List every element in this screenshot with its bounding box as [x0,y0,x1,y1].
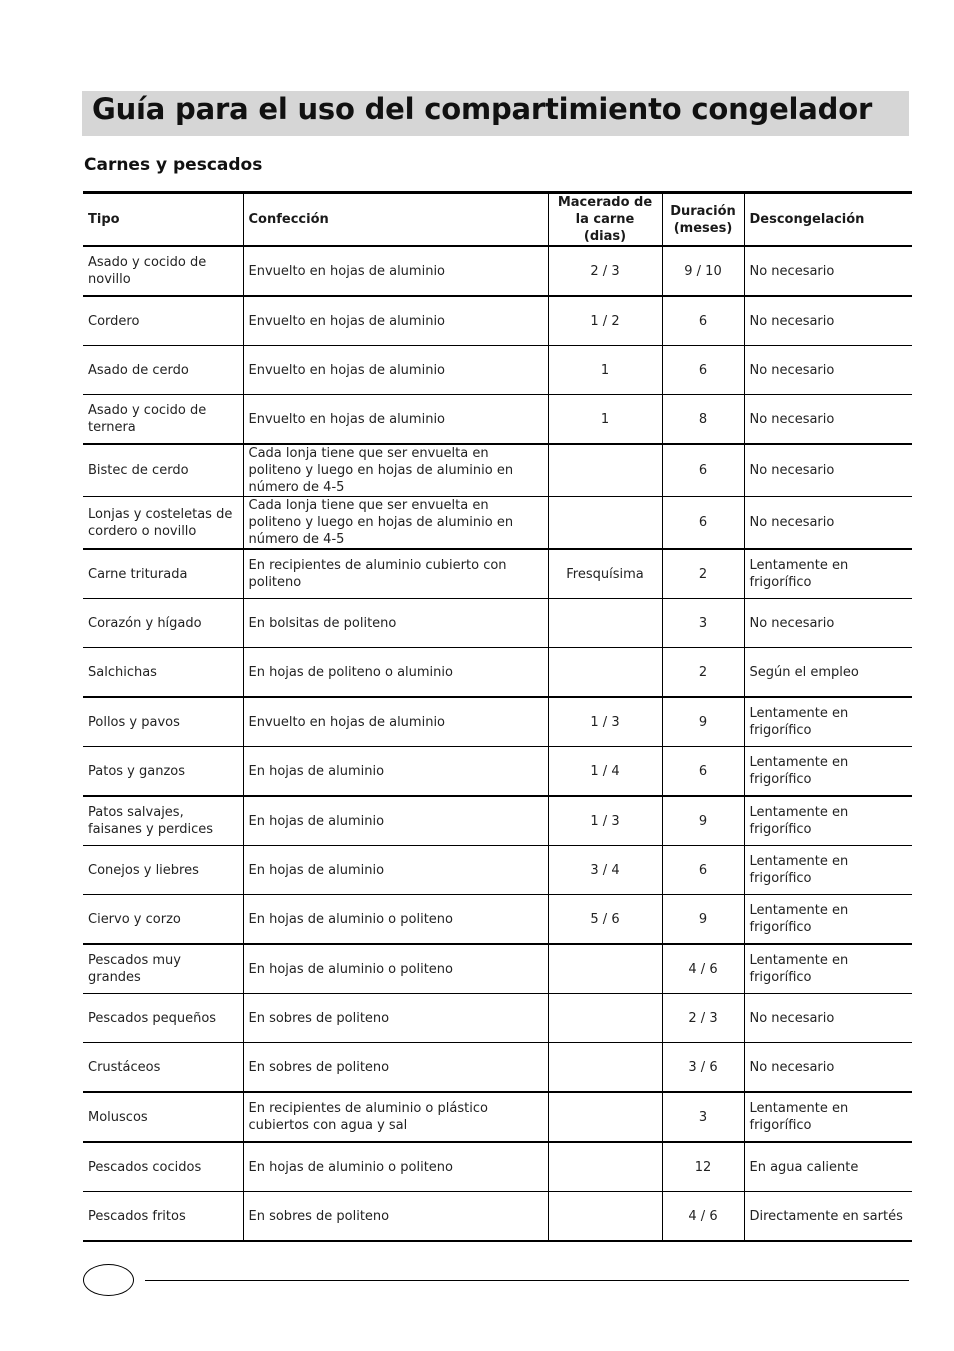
cell-duracion: 3 [662,599,744,648]
table-row [83,1192,912,1242]
cell-macerado [548,497,662,550]
table-header-row [83,193,912,247]
table-row [83,395,912,445]
table-row [83,1142,912,1192]
cell-descongelacion: No necesario [744,599,912,648]
footer-rule [145,1280,909,1281]
cell-macerado [548,1142,662,1192]
cell-confeccion: Envuelto en hojas de aluminio [243,296,548,346]
freezer-guide-table [83,191,912,1242]
cell-tipo: Cordero [83,296,243,346]
cell-tipo: Corazón y hígado [83,599,243,648]
cell-confeccion: En hojas de aluminio [243,796,548,846]
table-row [83,599,912,648]
cell-descongelacion: Lentamente en frigorífico [744,549,912,599]
cell-duracion: 12 [662,1142,744,1192]
header-confeccion: Confección [243,193,548,247]
cell-macerado: 1 [548,346,662,395]
cell-confeccion: Envuelto en hojas de aluminio [243,697,548,747]
cell-duracion: 6 [662,444,744,497]
cell-macerado [548,944,662,994]
cell-duracion: 6 [662,346,744,395]
cell-confeccion: En bolsitas de politeno [243,599,548,648]
cell-confeccion: En recipientes de aluminio o plástico cubiertos con agua y sal [243,1092,548,1142]
cell-duracion: 2 [662,549,744,599]
cell-duracion: 8 [662,395,744,445]
cell-duracion: 4 / 6 [662,944,744,994]
header-descongelacion: Descongelación [744,193,912,247]
table-row [83,648,912,698]
cell-duracion: 3 [662,1092,744,1142]
cell-confeccion: Cada lonja tiene que ser envuelta en politeno y luego en hojas de aluminio en número de 4-5 [243,444,548,497]
cell-confeccion: En hojas de aluminio [243,846,548,895]
cell-descongelacion: No necesario [744,296,912,346]
cell-descongelacion: No necesario [744,246,912,296]
cell-macerado: 3 / 4 [548,846,662,895]
cell-confeccion: En sobres de politeno [243,994,548,1043]
table-row [83,1092,912,1142]
cell-confeccion: En hojas de aluminio o politeno [243,944,548,994]
cell-descongelacion: Lentamente en frigorífico [744,895,912,945]
page-number-oval [83,1264,134,1296]
table-row [83,444,912,497]
cell-descongelacion: Lentamente en frigorífico [744,1092,912,1142]
cell-tipo: Pollos y pavos [83,697,243,747]
table-row [83,846,912,895]
cell-duracion: 9 / 10 [662,246,744,296]
cell-macerado: 1 / 3 [548,697,662,747]
cell-confeccion: En hojas de aluminio [243,747,548,797]
cell-tipo: Pescados pequeños [83,994,243,1043]
cell-macerado [548,994,662,1043]
cell-descongelacion: No necesario [744,444,912,497]
cell-duracion: 6 [662,747,744,797]
cell-tipo: Lonjas y costeletas de cordero o novillo [83,497,243,550]
cell-descongelacion: Según el empleo [744,648,912,698]
cell-tipo: Ciervo y corzo [83,895,243,945]
cell-duracion: 2 / 3 [662,994,744,1043]
cell-tipo: Patos salvajes, faisanes y perdices [83,796,243,846]
cell-tipo: Pescados muy grandes [83,944,243,994]
cell-macerado: 1 [548,395,662,445]
cell-tipo: Asado y cocido de novillo [83,246,243,296]
table-row [83,1043,912,1093]
header-duracion: Duración (meses) [662,193,744,247]
cell-confeccion: Envuelto en hojas de aluminio [243,395,548,445]
cell-confeccion: En sobres de politeno [243,1043,548,1093]
cell-duracion: 3 / 6 [662,1043,744,1093]
cell-macerado: 5 / 6 [548,895,662,945]
cell-descongelacion: Lentamente en frigorífico [744,846,912,895]
cell-descongelacion: Lentamente en frigorífico [744,796,912,846]
cell-descongelacion: Directamente en sartés [744,1192,912,1242]
cell-tipo: Pescados cocidos [83,1142,243,1192]
cell-macerado [548,599,662,648]
cell-macerado [548,1192,662,1242]
header-tipo: Tipo [83,193,243,247]
table-row [83,944,912,994]
cell-descongelacion: No necesario [744,497,912,550]
cell-confeccion: En hojas de politeno o aluminio [243,648,548,698]
cell-confeccion: Envuelto en hojas de aluminio [243,246,548,296]
table-row [83,497,912,550]
title-bar [82,91,909,136]
cell-duracion: 6 [662,296,744,346]
cell-descongelacion: Lentamente en frigorífico [744,747,912,797]
cell-tipo: Conejos y liebres [83,846,243,895]
cell-confeccion: En hojas de aluminio o politeno [243,895,548,945]
cell-tipo: Asado y cocido de ternera [83,395,243,445]
section-title: Carnes y pescados [84,155,263,175]
cell-macerado [548,1092,662,1142]
cell-macerado: 1 / 3 [548,796,662,846]
header-macerado: Macerado de la carne (dias) [548,193,662,247]
cell-descongelacion: No necesario [744,994,912,1043]
cell-confeccion: En sobres de politeno [243,1192,548,1242]
cell-tipo: Patos y ganzos [83,747,243,797]
cell-tipo: Moluscos [83,1092,243,1142]
cell-macerado: Fresquísima [548,549,662,599]
cell-tipo: Crustáceos [83,1043,243,1093]
cell-tipo: Salchichas [83,648,243,698]
cell-tipo: Carne triturada [83,549,243,599]
table-row [83,296,912,346]
cell-duracion: 6 [662,497,744,550]
cell-tipo: Pescados fritos [88,1208,186,1224]
table-row [83,895,912,945]
cell-macerado: 1 / 4 [548,747,662,797]
cell-duracion: 2 [662,648,744,698]
cell-descongelacion: Lentamente en frigorífico [744,944,912,994]
cell-descongelacion: Lentamente en frigorífico [744,697,912,747]
cell-duracion: 6 [662,846,744,895]
cell-macerado [548,648,662,698]
cell-confeccion: En hojas de aluminio o politeno [243,1142,548,1192]
cell-descongelacion: En agua caliente [744,1142,912,1192]
table-row [83,994,912,1043]
cell-macerado [548,1043,662,1093]
cell-confeccion: En recipientes de aluminio cubierto con politeno [243,549,548,599]
cell-macerado: 2 / 3 [548,246,662,296]
cell-confeccion: Cada lonja tiene que ser envuelta en politeno y luego en hojas de aluminio en número de 4-5 [243,497,548,550]
cell-tipo: Asado de cerdo [83,346,243,395]
cell-confeccion: Envuelto en hojas de aluminio [243,346,548,395]
cell-duracion: 4 / 6 [662,1192,744,1242]
cell-macerado: 1 / 2 [548,296,662,346]
page-title: Guía para el uso del compartimiento congelador [92,92,873,126]
table-row [83,747,912,797]
cell-descongelacion: No necesario [744,395,912,445]
table-row [83,796,912,846]
cell-duracion: 9 [662,895,744,945]
cell-duracion: 9 [662,697,744,747]
table-row [83,246,912,296]
cell-descongelacion: No necesario [744,1043,912,1093]
cell-macerado [548,444,662,497]
cell-duracion: 9 [662,796,744,846]
cell-tipo: Bistec de cerdo [83,444,243,497]
table-row [83,549,912,599]
table-row [83,346,912,395]
cell-descongelacion: No necesario [744,346,912,395]
table-row [83,697,912,747]
